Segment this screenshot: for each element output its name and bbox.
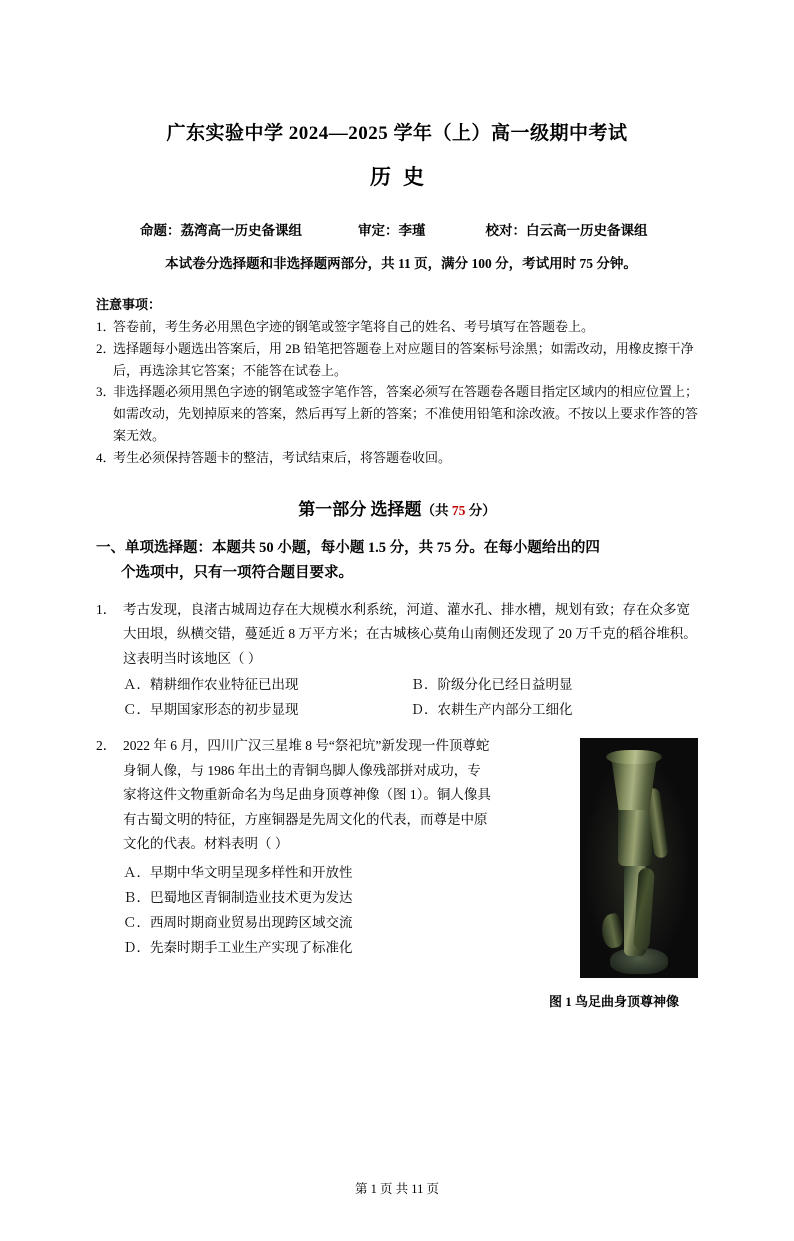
figure-1-caption: 图 1 鸟足曲身顶尊神像 xyxy=(548,994,679,1010)
question-1-options-left xyxy=(123,673,411,723)
question-2-option-a[interactable]: Ａ．早期中华文明呈现多样性和开放性 xyxy=(123,864,353,880)
section-one-heading xyxy=(96,536,698,587)
notice-heading: 注意事项： xyxy=(96,297,162,312)
part-one-score-prefix: （共 xyxy=(421,502,452,518)
notice-item-text: 考生必须保持答题卡的整洁，考试结束后，将答题卷收回。 xyxy=(113,449,452,465)
exam-paper-page xyxy=(0,118,794,1241)
part-one-score-suffix: 分） xyxy=(465,502,496,518)
question-2-option-d[interactable]: Ｄ．先秦时期手工业生产实现了标准化 xyxy=(123,939,353,955)
question-1-stem: 考古发现，良渚古城周边存在大规模水利系统，河道、灌水孔、排水槽，规划有致；存在众多宽大田垠，纵横交错，蔓延近 8 万平方米；在古城核心莫角山南侧还发现了 20 万千克的稻谷堆积。这表明当时该地区（ ） xyxy=(123,601,697,666)
notice-item xyxy=(96,381,698,446)
section-one-line1: 一、单项选择题：本题共 50 小题，每小题 1.5 分，共 75 分。在每小题给出的四 xyxy=(96,539,600,556)
notice-item xyxy=(96,447,698,469)
notice-item-text: 答卷前，考生务必用黑色字迹的钢笔或签字笔将自己的姓名、考号填写在答题卷上。 xyxy=(113,319,595,334)
notice-item-text: 非选择题必须用黑色字迹的钢笔或签字笔作答，答案必须写在答题卷各题目指定区域内的相应位置上；如需改动，先划掉原来的答案，然后再写上新的答案；不准使用铅笔和涂改液。不按以上要求作答的答案无效。 xyxy=(113,384,699,444)
question-1-body xyxy=(123,598,698,724)
part-one-score-value: 75 xyxy=(451,502,466,518)
page-footer: 第 1 页 共 11 页 xyxy=(355,1182,439,1196)
question-1-options xyxy=(123,673,698,723)
part-one-label: 第一部分 选择题 xyxy=(298,499,422,519)
exam-info: 本试卷分选择题和非选择题两部分，共 11 页，满分 100 分，考试用时 75 分钟。 xyxy=(165,256,637,271)
question-1-option-c[interactable]: Ｃ．早期国家形态的初步显现 xyxy=(123,702,299,718)
notice-item xyxy=(96,338,698,382)
part-one-title xyxy=(96,495,698,520)
question-1 xyxy=(96,598,698,724)
question-1-option-d[interactable]: Ｄ．农耕生产内部分工细化 xyxy=(410,702,573,718)
question-1-option-a[interactable]: Ａ．精耕细作农业特征已出现 xyxy=(123,677,299,693)
question-2-stem: 2022 年 6 月，四川广汉三星堆 8 号“祭祀坑”新发现一件顶尊蛇身铜人像，与 1986 年出土的青铜鸟脚人像残部拼对成功，专家将这件文物重新命名为鸟足曲身顶尊神像（图 1）。铜人像具有古蜀文明的特征，方座铜器是先周文化的代表，而尊是中原文化的代表。材料表明（ ） xyxy=(123,738,491,852)
notice-item-text: 选择题每小题选出答案后，用 2B 铅笔把答题卷上对应题目的答案标号涂黑；如需改动，用橡皮擦干净后，再选涂其它答案；不能答在试卷上。 xyxy=(113,340,694,378)
notice-item-number: 1． xyxy=(96,319,116,334)
question-2-option-b[interactable]: Ｂ．巴蜀地区青铜制造业技术更为发达 xyxy=(123,889,353,905)
notice-item-number: 2． xyxy=(96,340,116,356)
question-1-number: 1． xyxy=(96,601,117,617)
bronze-statue-image xyxy=(580,738,698,978)
notice-item xyxy=(96,316,698,338)
credits-line xyxy=(96,219,698,239)
question-2-number: 2． xyxy=(96,738,117,754)
notice-list xyxy=(96,316,698,469)
section-one-line2: 个选项中，只有一项符合题目要求。 xyxy=(121,565,353,582)
subject-title: 历史 xyxy=(370,165,436,189)
credits-author: 命题：荔湾高一历史备课组 xyxy=(140,223,302,238)
statue-torso xyxy=(618,804,652,866)
question-1-option-b[interactable]: Ｂ．阶级分化已经日益明显 xyxy=(410,677,573,693)
question-2-body xyxy=(123,734,698,1010)
question-2 xyxy=(96,734,698,1010)
notice-item-number: 4． xyxy=(96,449,116,465)
notice-item-number: 3． xyxy=(96,384,116,400)
question-2-option-c[interactable]: Ｃ．西周时期商业贸易出现跨区域交流 xyxy=(123,914,353,930)
question-1-options-right xyxy=(411,673,699,723)
credits-reviewer: 审定：李瑾 xyxy=(358,223,426,238)
credits-proofreader: 校对：白云高一历史备课组 xyxy=(485,223,648,238)
statue-vessel-rim xyxy=(606,750,662,764)
page-title: 广东实验中学 2024—2025 学年（上）高一级期中考试 xyxy=(166,123,628,144)
